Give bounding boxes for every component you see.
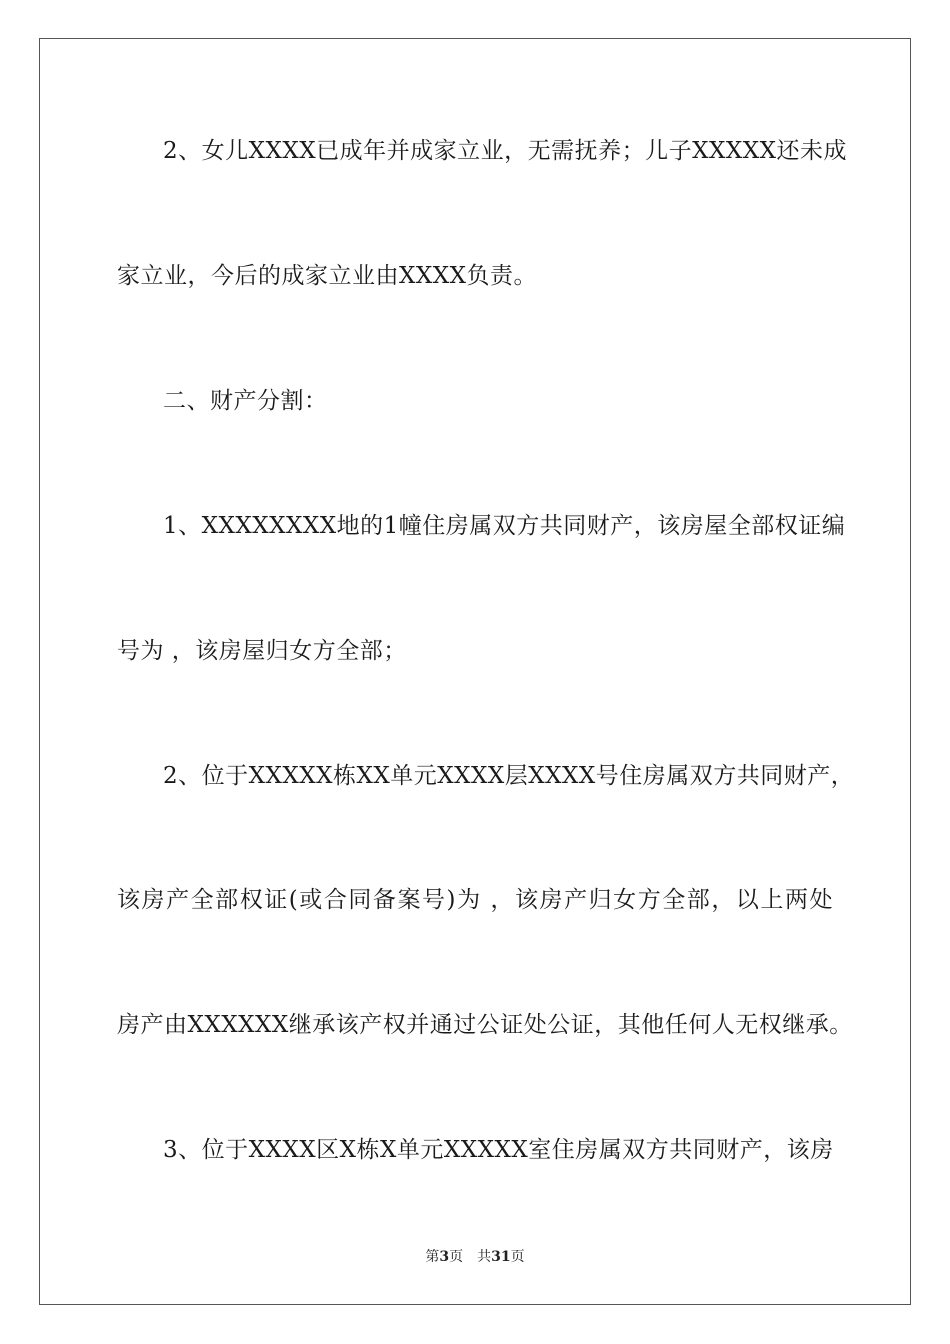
footer-total-suffix: 页: [510, 1249, 525, 1265]
section-heading: 二、财产分割：: [163, 388, 328, 414]
page-frame: [39, 38, 911, 1305]
footer-total-prefix: 共: [477, 1249, 492, 1265]
paragraph-line-4: 号为 ，该房屋归女方全部；: [117, 638, 407, 664]
paragraph-line-2: 家立业，今后的成家立业由XXXX负责。: [117, 263, 537, 289]
footer-page-suffix: 页: [449, 1249, 464, 1265]
page-footer: [0, 1247, 950, 1267]
footer-prefix: 第: [425, 1249, 440, 1265]
paragraph-line-5: 2、位于XXXXX栋XX单元XXXX层XXXX号住房属双方共同财产，: [163, 763, 855, 789]
paragraph-line-3: 1、XXXXXXXX地的1幢住房属双方共同财产，该房屋全部权证编: [163, 513, 846, 539]
current-page-number: 3: [439, 1249, 450, 1265]
paragraph-line-7: 房产由XXXXXX继承该产权并通过公证处公证，其他任何人无权继承。: [117, 1012, 853, 1038]
paragraph-line-1: 2、女儿XXXX已成年并成家立业，无需抚养；儿子XXXXX还未成: [163, 138, 847, 164]
paragraph-line-6: 该房产全部权证(或合同备案号)为 ，该房产归女方全部，以上两处: [117, 887, 833, 913]
paragraph-line-8: 3、位于XXXX区X栋X单元XXXXX室住房属双方共同财产，该房: [163, 1137, 834, 1163]
total-pages-number: 31: [491, 1249, 511, 1265]
